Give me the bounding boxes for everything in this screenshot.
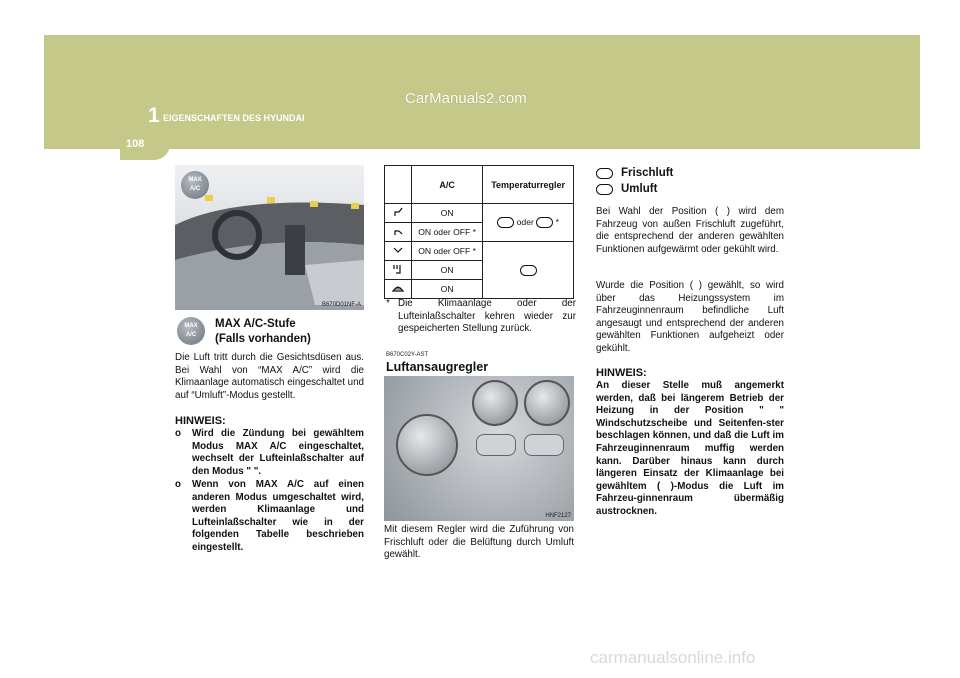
note-item-2: o Wenn von MAX A/C auf einen anderen Modus umgeschaltet wird, werden Klimaanlage und Lufteinlaßschalter wie in der folgenden Tabelle beschrieben eingestellt. bbox=[175, 479, 364, 553]
table-cell: ON bbox=[412, 280, 483, 299]
max-ac-body: Die Luft tritt durch die Gesichtsdüsen aus. Bei Wahl von “MAX A/C” wird die Klimaanlage automatisch eingeschaltet und auf “Umluft”-Modus gestellt. bbox=[175, 352, 364, 401]
max-ac-button-icon: MAX A/C bbox=[177, 317, 205, 345]
col-header-ac: A/C bbox=[412, 166, 483, 204]
temp-cell-2 bbox=[483, 242, 574, 299]
right-note-body: An dieser Stelle muß angemerkt werden, daß bei längerem Betrieb der Heizung in der Position " " Windschutzscheibe und Seitenfen-ster beschlagen können, und daß die Luft im Fahrzeuginnenraum muffig werden kann. Darüber hinaus kann durch längeren Einsatz der Klimaanlage bei gewähltem ( )-Modus die Luft im Fahrzeu-ginnenraum übermäßig austrocknen. bbox=[596, 380, 784, 517]
fresh-air-icon bbox=[596, 168, 613, 179]
max-ac-knob bbox=[396, 414, 458, 476]
right-para-1: Bei Wahl der Position ( ) wird dem Fahrzeug von außen Frischluft zugeführt, die entsprechend der anderen gewählten Funktionen aufgewärmt oder gekühlt wird. bbox=[596, 206, 784, 255]
right-para-2: Wurde die Position ( ) gewählt, so wird über das Heizungssystem im Fahrzeuginnenraum befindliche Luft angesaugt und entsprechend der anderen gewählten Funktionen aufgeheizt oder gekühlt. bbox=[596, 280, 784, 354]
air-intake-legend bbox=[596, 166, 784, 197]
fan-knob bbox=[472, 380, 518, 426]
mode-table bbox=[384, 165, 574, 299]
page-number: 108 bbox=[126, 138, 145, 150]
table-corner bbox=[385, 166, 412, 204]
chapter-number: 1 bbox=[148, 104, 160, 127]
luftansaug-body: Mit diesem Regler wird die Zuführung von Frischluft oder die Belüftung durch Umluft gewählt. bbox=[384, 524, 574, 561]
site-title[interactable]: CarManuals2.com bbox=[405, 90, 527, 107]
face-mode-icon bbox=[385, 204, 412, 223]
note-title-left: HINWEIS: bbox=[175, 415, 226, 427]
photo-code: B670D01NF-A bbox=[321, 302, 361, 308]
floor-defrost-mode-icon bbox=[385, 261, 412, 280]
recirc-icon bbox=[520, 265, 537, 276]
fresh-icon bbox=[536, 217, 553, 228]
label-fresh: Frischluft bbox=[621, 167, 674, 179]
bilevel-mode-icon bbox=[385, 223, 412, 242]
control-panel-photo bbox=[384, 376, 574, 521]
section-title: Luftansaugregler bbox=[386, 360, 489, 374]
recirc-icon bbox=[497, 217, 514, 228]
defrost-mode-icon bbox=[385, 280, 412, 299]
fresh-button bbox=[524, 434, 564, 456]
bullet: o bbox=[175, 428, 181, 439]
table-row bbox=[385, 242, 574, 261]
table-cell: ON oder OFF * bbox=[412, 223, 483, 242]
footer-site[interactable]: carmanualsonline.info bbox=[590, 648, 756, 667]
recirc-air-icon bbox=[596, 184, 613, 195]
table-footnote: * Die Klimaanlage oder der Lufteinlaßschalter kehren wieder zur gespeicherten Stellung zurück. bbox=[386, 298, 576, 335]
col-header-temp: Temperaturregler bbox=[483, 166, 574, 204]
chapter-title: EIGENSCHAFTEN DES HYUNDAI bbox=[163, 113, 305, 123]
dashboard-photo bbox=[175, 165, 364, 310]
bullet: o bbox=[175, 479, 181, 490]
mode-knob bbox=[524, 380, 570, 426]
note-title-right: HINWEIS: bbox=[596, 367, 647, 379]
max-ac-badge-icon: MAX A/C bbox=[181, 171, 209, 199]
max-ac-heading: MAX A/C-Stufe (Falls vorhanden) bbox=[215, 318, 311, 345]
table-cell: ON bbox=[412, 261, 483, 280]
table-cell: ON bbox=[412, 204, 483, 223]
label-recirc: Umluft bbox=[621, 183, 658, 195]
temp-cell-1: oder * bbox=[483, 204, 574, 242]
table-cell: ON oder OFF * bbox=[412, 242, 483, 261]
photo-code: HNF2127 bbox=[545, 513, 571, 519]
note-item-1: o Wird die Zündung bei gewähltem Modus MAX A/C eingeschaltet, wechselt der Lufteinlaßschalter auf den Modus " ". bbox=[175, 428, 364, 477]
section-code: B670C02Y-AST bbox=[386, 352, 429, 358]
recirc-button bbox=[476, 434, 516, 456]
table-row bbox=[385, 204, 574, 223]
floor-mode-icon bbox=[385, 242, 412, 261]
